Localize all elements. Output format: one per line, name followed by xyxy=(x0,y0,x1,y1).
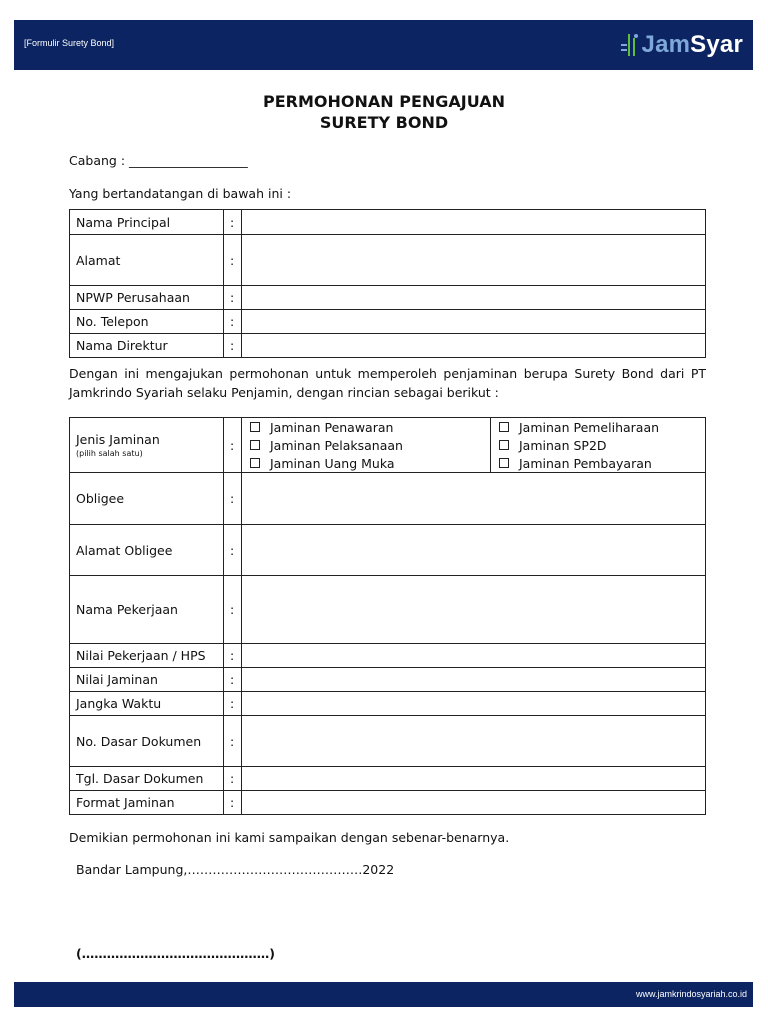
field-label-obligee: Obligee xyxy=(70,473,224,525)
field-input-nilai-pekerjaan[interactable] xyxy=(242,644,706,668)
footer-website-link[interactable]: www.jamkrindosyariah.co.id xyxy=(635,989,747,999)
header-bar xyxy=(14,20,753,70)
field-input-obligee[interactable] xyxy=(242,473,706,525)
option-label: Jaminan SP2D xyxy=(519,437,607,453)
jamsyar-logo xyxy=(621,30,743,60)
field-colon: : xyxy=(224,791,242,815)
closing-statement: Demikian permohonan ini kami sampaikan dengan sebenar-benarnya. xyxy=(69,830,510,845)
field-colon: : xyxy=(224,418,242,473)
guarantee-type-cell xyxy=(70,418,224,473)
field-colon: : xyxy=(224,716,242,767)
field-colon: : xyxy=(224,576,242,644)
field-label-nilai-pekerjaan: Nilai Pekerjaan / HPS xyxy=(70,644,224,668)
field-label-direktur: Nama Direktur xyxy=(70,334,224,358)
intro-text: Yang bertandatangan di bawah ini : xyxy=(69,186,292,201)
checkbox-icon[interactable] xyxy=(499,422,509,432)
signature-line[interactable]: (………………………………………) xyxy=(76,946,275,961)
field-colon: : xyxy=(224,310,242,334)
field-label-no-dasar-dokumen: No. Dasar Dokumen xyxy=(70,716,224,767)
field-colon: : xyxy=(224,644,242,668)
document-title-line2: SURETY BOND xyxy=(319,113,449,132)
field-input-alamat[interactable] xyxy=(242,235,706,286)
applicant-table xyxy=(69,209,706,358)
checkbox-icon[interactable] xyxy=(499,440,509,450)
field-input-tgl-dasar-dokumen[interactable] xyxy=(242,767,706,791)
table-row xyxy=(70,767,706,791)
option-label: Jaminan Uang Muka xyxy=(270,455,395,471)
logo-syar-text: Syar xyxy=(690,31,743,58)
field-input-alamat-obligee[interactable] xyxy=(242,525,706,576)
option-label: Jaminan Pembayaran xyxy=(519,455,652,471)
option-jaminan-pemeliharaan[interactable] xyxy=(499,418,659,436)
field-label-alamat-obligee: Alamat Obligee xyxy=(70,525,224,576)
option-jaminan-pembayaran[interactable] xyxy=(499,454,659,472)
option-jaminan-pelaksanaan[interactable] xyxy=(250,436,482,454)
option-jaminan-uang-muka[interactable] xyxy=(250,454,482,472)
place-date-line[interactable]: Bandar Lampung,……………………………………2022 xyxy=(76,862,395,877)
field-label-jangka-waktu: Jangka Waktu xyxy=(70,692,224,716)
table-row xyxy=(70,235,706,286)
field-input-no-dasar-dokumen[interactable] xyxy=(242,716,706,767)
option-jaminan-sp2d[interactable] xyxy=(499,436,659,454)
option-label: Jaminan Pelaksanaan xyxy=(270,437,403,453)
table-row xyxy=(70,310,706,334)
option-label: Jaminan Pemeliharaan xyxy=(519,419,660,435)
field-label-npwp: NPWP Perusahaan xyxy=(70,286,224,310)
field-label-telepon: No. Telepon xyxy=(70,310,224,334)
checkbox-icon[interactable] xyxy=(499,458,509,468)
table-row xyxy=(70,286,706,310)
table-row xyxy=(70,576,706,644)
table-row xyxy=(70,692,706,716)
field-colon: : xyxy=(224,286,242,310)
table-row xyxy=(70,525,706,576)
checkbox-icon[interactable] xyxy=(250,440,260,450)
guarantee-options-right xyxy=(491,418,667,472)
field-colon: : xyxy=(224,525,242,576)
field-input-npwp[interactable] xyxy=(242,286,706,310)
field-label-tgl-dasar-dokumen: Tgl. Dasar Dokumen xyxy=(70,767,224,791)
document-title-line1: PERMOHONAN PENGAJUAN xyxy=(262,92,505,111)
logo-mark-icon xyxy=(621,32,639,58)
field-colon: : xyxy=(224,668,242,692)
footer-bar xyxy=(14,982,753,1007)
option-label: Jaminan Penawaran xyxy=(270,419,394,435)
field-colon: : xyxy=(224,767,242,791)
field-label-nama-pekerjaan: Nama Pekerjaan xyxy=(70,576,224,644)
field-colon: : xyxy=(224,692,242,716)
request-paragraph: Dengan ini mengajukan permohonan untuk memperoleh penjaminan berupa Surety Bond dari PT Jamkrindo Syariah selaku Penjamin, dengan rincian sebagai berikut : xyxy=(69,366,706,400)
option-jaminan-penawaran[interactable] xyxy=(250,418,482,436)
table-row xyxy=(70,716,706,767)
guarantee-options-left xyxy=(242,418,491,472)
table-row xyxy=(70,791,706,815)
logo-jam-text: Jam xyxy=(641,31,691,58)
logo-wordmark xyxy=(642,31,743,59)
field-input-direktur[interactable] xyxy=(242,334,706,358)
field-colon: : xyxy=(224,210,242,235)
table-row xyxy=(70,418,706,473)
field-input-nama-pekerjaan[interactable] xyxy=(242,576,706,644)
field-input-nilai-jaminan[interactable] xyxy=(242,668,706,692)
field-label-nilai-jaminan: Nilai Jaminan xyxy=(70,668,224,692)
field-colon: : xyxy=(224,235,242,286)
guarantee-type-label: Jenis Jaminan xyxy=(76,432,160,447)
field-label-nama-principal: Nama Principal xyxy=(70,210,224,235)
cabang-field[interactable]: Cabang : ___________________ xyxy=(69,153,248,168)
field-colon: : xyxy=(224,334,242,358)
field-input-nama-principal[interactable] xyxy=(242,210,706,235)
field-input-format-jaminan[interactable] xyxy=(242,791,706,815)
field-label-format-jaminan: Format Jaminan xyxy=(70,791,224,815)
field-input-jangka-waktu[interactable] xyxy=(242,692,706,716)
guarantee-options-cell xyxy=(242,418,706,473)
table-row xyxy=(70,473,706,525)
checkbox-icon[interactable] xyxy=(250,458,260,468)
table-row xyxy=(70,644,706,668)
checkbox-icon[interactable] xyxy=(250,422,260,432)
field-label-alamat: Alamat xyxy=(70,235,224,286)
guarantee-table xyxy=(69,417,706,815)
field-colon: : xyxy=(224,473,242,525)
field-input-telepon[interactable] xyxy=(242,310,706,334)
table-row xyxy=(70,334,706,358)
form-label: [Formulir Surety Bond] xyxy=(24,38,115,48)
guarantee-type-hint: (pilih salah satu) xyxy=(76,449,143,458)
table-row xyxy=(70,668,706,692)
table-row xyxy=(70,210,706,235)
